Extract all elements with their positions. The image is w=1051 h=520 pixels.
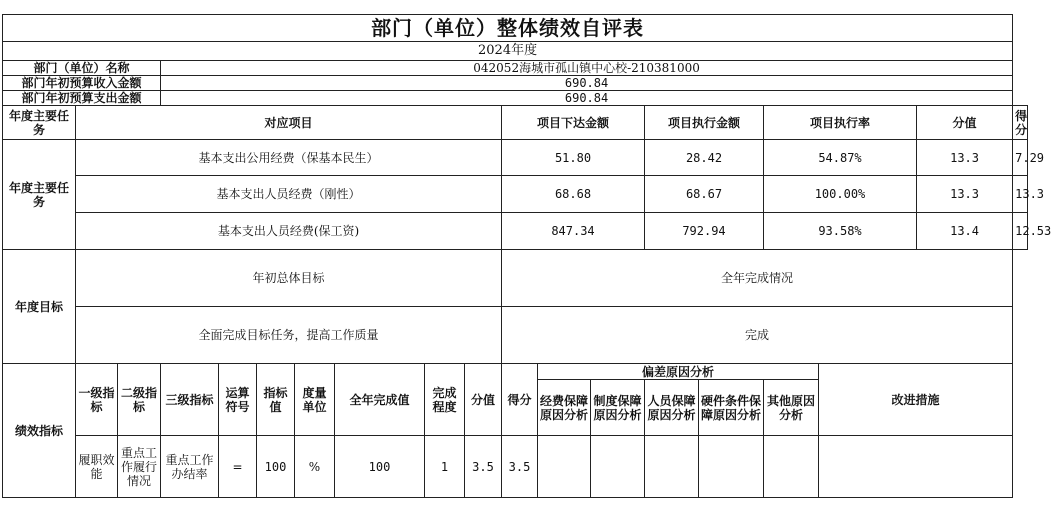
ind-dev-funding: [538, 436, 591, 498]
ind-level2: 重点工作履行情况: [118, 436, 161, 498]
h-dev-system: 制度保障原因分析: [591, 380, 645, 436]
h-operator: 运算符号: [219, 364, 257, 436]
indicators-label: 绩效指标: [3, 364, 76, 498]
h-level1: 一级指标: [76, 364, 118, 436]
ind-dev-hardware: [699, 436, 764, 498]
h-level2: 二级指标: [118, 364, 161, 436]
tasks-header-label: 年度主要任务: [3, 106, 76, 140]
dept-name-label: 部门（单位）名称: [3, 61, 161, 76]
col-executed: 项目执行金额: [645, 106, 764, 140]
h-actual: 全年完成值: [335, 364, 425, 436]
task-allocated: 847.34: [502, 213, 645, 250]
page-title: 部门（单位）整体绩效自评表: [3, 15, 1013, 42]
expense-value: 690.84: [161, 91, 1013, 106]
ind-dev-personnel: [645, 436, 699, 498]
task-row: [3, 176, 1028, 213]
task-rate: 54.87%: [764, 140, 917, 176]
col-allocated: 项目下达金额: [502, 106, 645, 140]
task-row: [3, 140, 1028, 176]
evaluation-table: [2, 14, 1051, 498]
h-score: 得分: [502, 364, 538, 436]
h-target: 指标值: [257, 364, 295, 436]
task-executed: 68.67: [645, 176, 764, 213]
task-item: 基本支出人员经费（刚性）: [76, 176, 502, 213]
col-item: 对应项目: [76, 106, 502, 140]
h-value: 分值: [465, 364, 502, 436]
ind-level1: 履职效能: [76, 436, 118, 498]
task-score-value: 13.3: [917, 176, 1013, 213]
expense-label: 部门年初预算支出金额: [3, 91, 161, 106]
h-degree: 完成程度: [425, 364, 465, 436]
ind-value: 3.5: [465, 436, 502, 498]
task-score-value: 13.4: [917, 213, 1013, 250]
goals-left-header: 年初总体目标: [76, 250, 502, 307]
h-dev-other: 其他原因分析: [764, 380, 819, 436]
goals-label: 年度目标: [3, 250, 76, 364]
task-executed: 792.94: [645, 213, 764, 250]
h-unit: 度量单位: [295, 364, 335, 436]
h-dev-personnel: 人员保障原因分析: [645, 380, 699, 436]
col-score: 得分: [1013, 106, 1028, 140]
dept-name-value: 042052海城市孤山镇中心校-210381000: [161, 61, 1013, 76]
col-rate: 项目执行率: [764, 106, 917, 140]
h-dev-hardware: 硬件条件保障原因分析: [699, 380, 764, 436]
ind-dev-other: [764, 436, 819, 498]
goals-left-value: 全面完成目标任务，提高工作质量: [76, 307, 502, 364]
fiscal-year: 2024年度: [3, 42, 1013, 61]
ind-score: 3.5: [502, 436, 538, 498]
ind-level3: 重点工作办结率: [161, 436, 219, 498]
h-level3: 三级指标: [161, 364, 219, 436]
h-improve: 改进措施: [819, 364, 1013, 436]
ind-degree: 1: [425, 436, 465, 498]
h-dev-funding: 经费保障原因分析: [538, 380, 591, 436]
ind-dev-system: [591, 436, 645, 498]
ind-operator: =: [219, 436, 257, 498]
ind-unit: %: [295, 436, 335, 498]
goals-right-value: 完成: [502, 307, 1013, 364]
goals-right-header: 全年完成情况: [502, 250, 1013, 307]
indicator-row: [3, 436, 1028, 498]
income-value: 690.84: [161, 76, 1013, 91]
task-score: 12.53: [1013, 213, 1028, 250]
task-rate: 100.00%: [764, 176, 917, 213]
task-executed: 28.42: [645, 140, 764, 176]
task-item: 基本支出公用经费（保基本民生）: [76, 140, 502, 176]
task-allocated: 51.80: [502, 140, 645, 176]
task-score: 13.3: [1013, 176, 1028, 213]
tasks-side-label: 年度主要任务: [3, 140, 76, 250]
income-label: 部门年初预算收入金额: [3, 76, 161, 91]
task-row: [3, 213, 1028, 250]
task-rate: 93.58%: [764, 213, 917, 250]
ind-improve: [819, 436, 1013, 498]
h-deviation: 偏差原因分析: [538, 364, 819, 380]
task-score-value: 13.3: [917, 140, 1013, 176]
col-score-value: 分值: [917, 106, 1013, 140]
ind-actual: 100: [335, 436, 425, 498]
task-item: 基本支出人员经费(保工资): [76, 213, 502, 250]
task-score: 7.29: [1013, 140, 1028, 176]
task-allocated: 68.68: [502, 176, 645, 213]
ind-target: 100: [257, 436, 295, 498]
